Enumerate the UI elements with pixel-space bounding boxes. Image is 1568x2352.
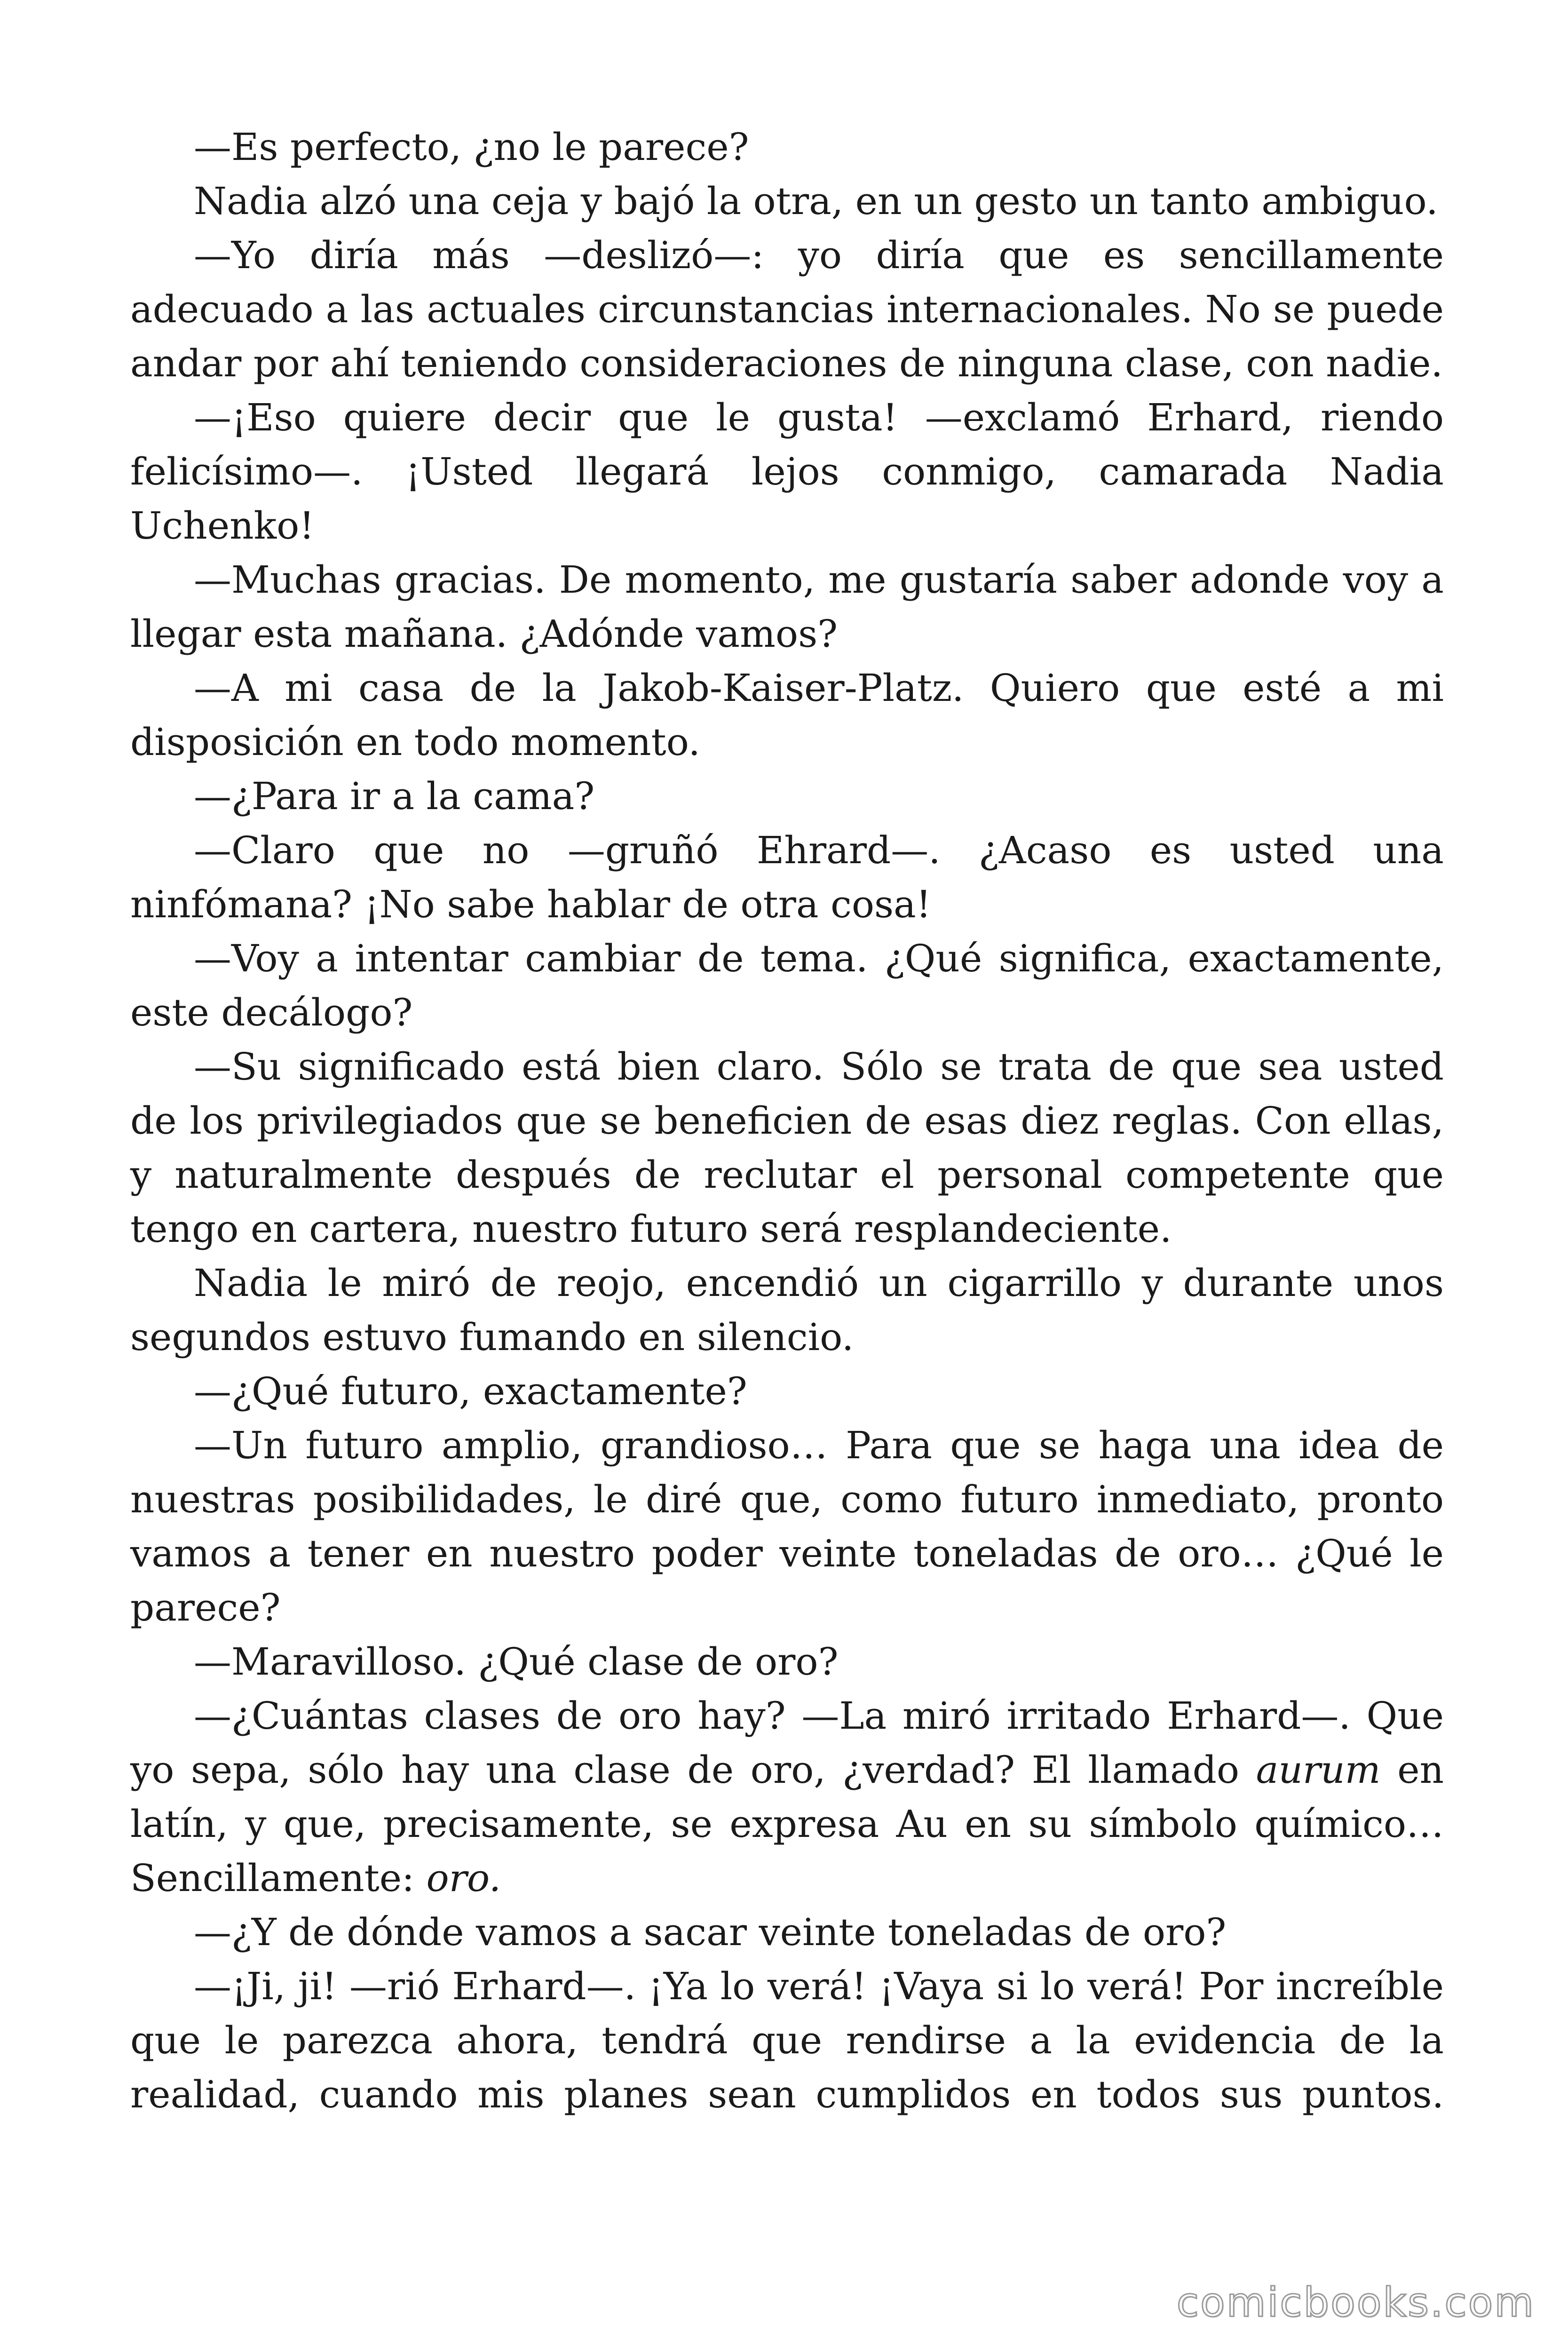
paragraph-15-text-1: —¿Cuántas clases de oro hay? —La miró irritado Erhard—. Que yo sepa, sólo hay una clase de oro, ¿verdad? El llamado (130, 1694, 1444, 1792)
paragraph-10: —Su significado está bien claro. Sólo se trata de que sea usted de los privilegiados que se beneficien de esas diez reglas. Con ellas, y naturalmente después de reclutar el personal competente que tengo en cartera, nuestro futuro será resplandeciente. (130, 1045, 1444, 1251)
paragraph-16: —¿Y de dónde vamos a sacar veinte toneladas de oro? (194, 1910, 1227, 1954)
paragraph-12: —¿Qué futuro, exactamente? (194, 1369, 747, 1413)
paragraph-8: —Claro que no —gruñó Ehrard—. ¿Acaso es usted una ninfómana? ¡No sabe hablar de otra cosa! (130, 828, 1444, 926)
paragraph-3: —Yo diría más —deslizó—: yo diría que es sencillamente adecuado a las actuales circunstancias internacionales. No se puede andar por ahí teniendo consideraciones de ninguna clase, con nadie. (130, 233, 1444, 385)
paragraph-2: Nadia alzó una ceja y bajó la otra, en un gesto un tanto ambiguo. (194, 179, 1438, 223)
emphasis-oro: oro. (426, 1856, 501, 1900)
paragraph-14: —Maravilloso. ¿Qué clase de oro? (194, 1640, 839, 1684)
paragraph-1: —Es perfecto, ¿no le parece? (194, 125, 749, 169)
paragraph-9: —Voy a intentar cambiar de tema. ¿Qué significa, exactamente, este decálogo? (130, 937, 1444, 1034)
paragraph-6: —A mi casa de la Jakob-Kaiser-Platz. Quiero que esté a mi disposición en todo momento. (130, 666, 1444, 764)
paragraph-15 (130, 1689, 1444, 1905)
latin-term-aurum: aurum (1256, 1748, 1381, 1792)
paragraph-5: —Muchas gracias. De momento, me gustaría saber adonde voy a llegar esta mañana. ¿Adónde vamos? (130, 558, 1444, 656)
paragraph-4: —¡Eso quiere decir que le gusta! —exclamó Erhard, riendo felicísimo—. ¡Usted llegará lejos conmigo, camarada Nadia Uchenko! (130, 396, 1444, 548)
page-text (130, 120, 1444, 2122)
paragraph-17: —¡Ji, ji! —rió Erhard—. ¡Ya lo verá! ¡Vaya si lo verá! Por increíble que le parezca ahora, tendrá que rendirse a la evidencia de la realidad, cuando mis planes sean cumplidos en todos sus puntos. (130, 1964, 1444, 2116)
paragraph-15-text-2: en latín, y que, precisamente, se expresa Au en su símbolo químico… Sencillamente: (130, 1748, 1444, 1900)
watermark-logo: comicbooks.com (1176, 2279, 1535, 2326)
paragraph-11: Nadia le miró de reojo, encendió un cigarrillo y durante unos segundos estuvo fumando en silencio. (130, 1261, 1444, 1359)
paragraph-7: —¿Para ir a la cama? (194, 774, 595, 818)
paragraph-13: —Un futuro amplio, grandioso… Para que se haga una idea de nuestras posibilidades, le diré que, como futuro inmediato, pronto vamos a tener en nuestro poder veinte toneladas de oro… ¿Qué le parece? (130, 1423, 1444, 1629)
